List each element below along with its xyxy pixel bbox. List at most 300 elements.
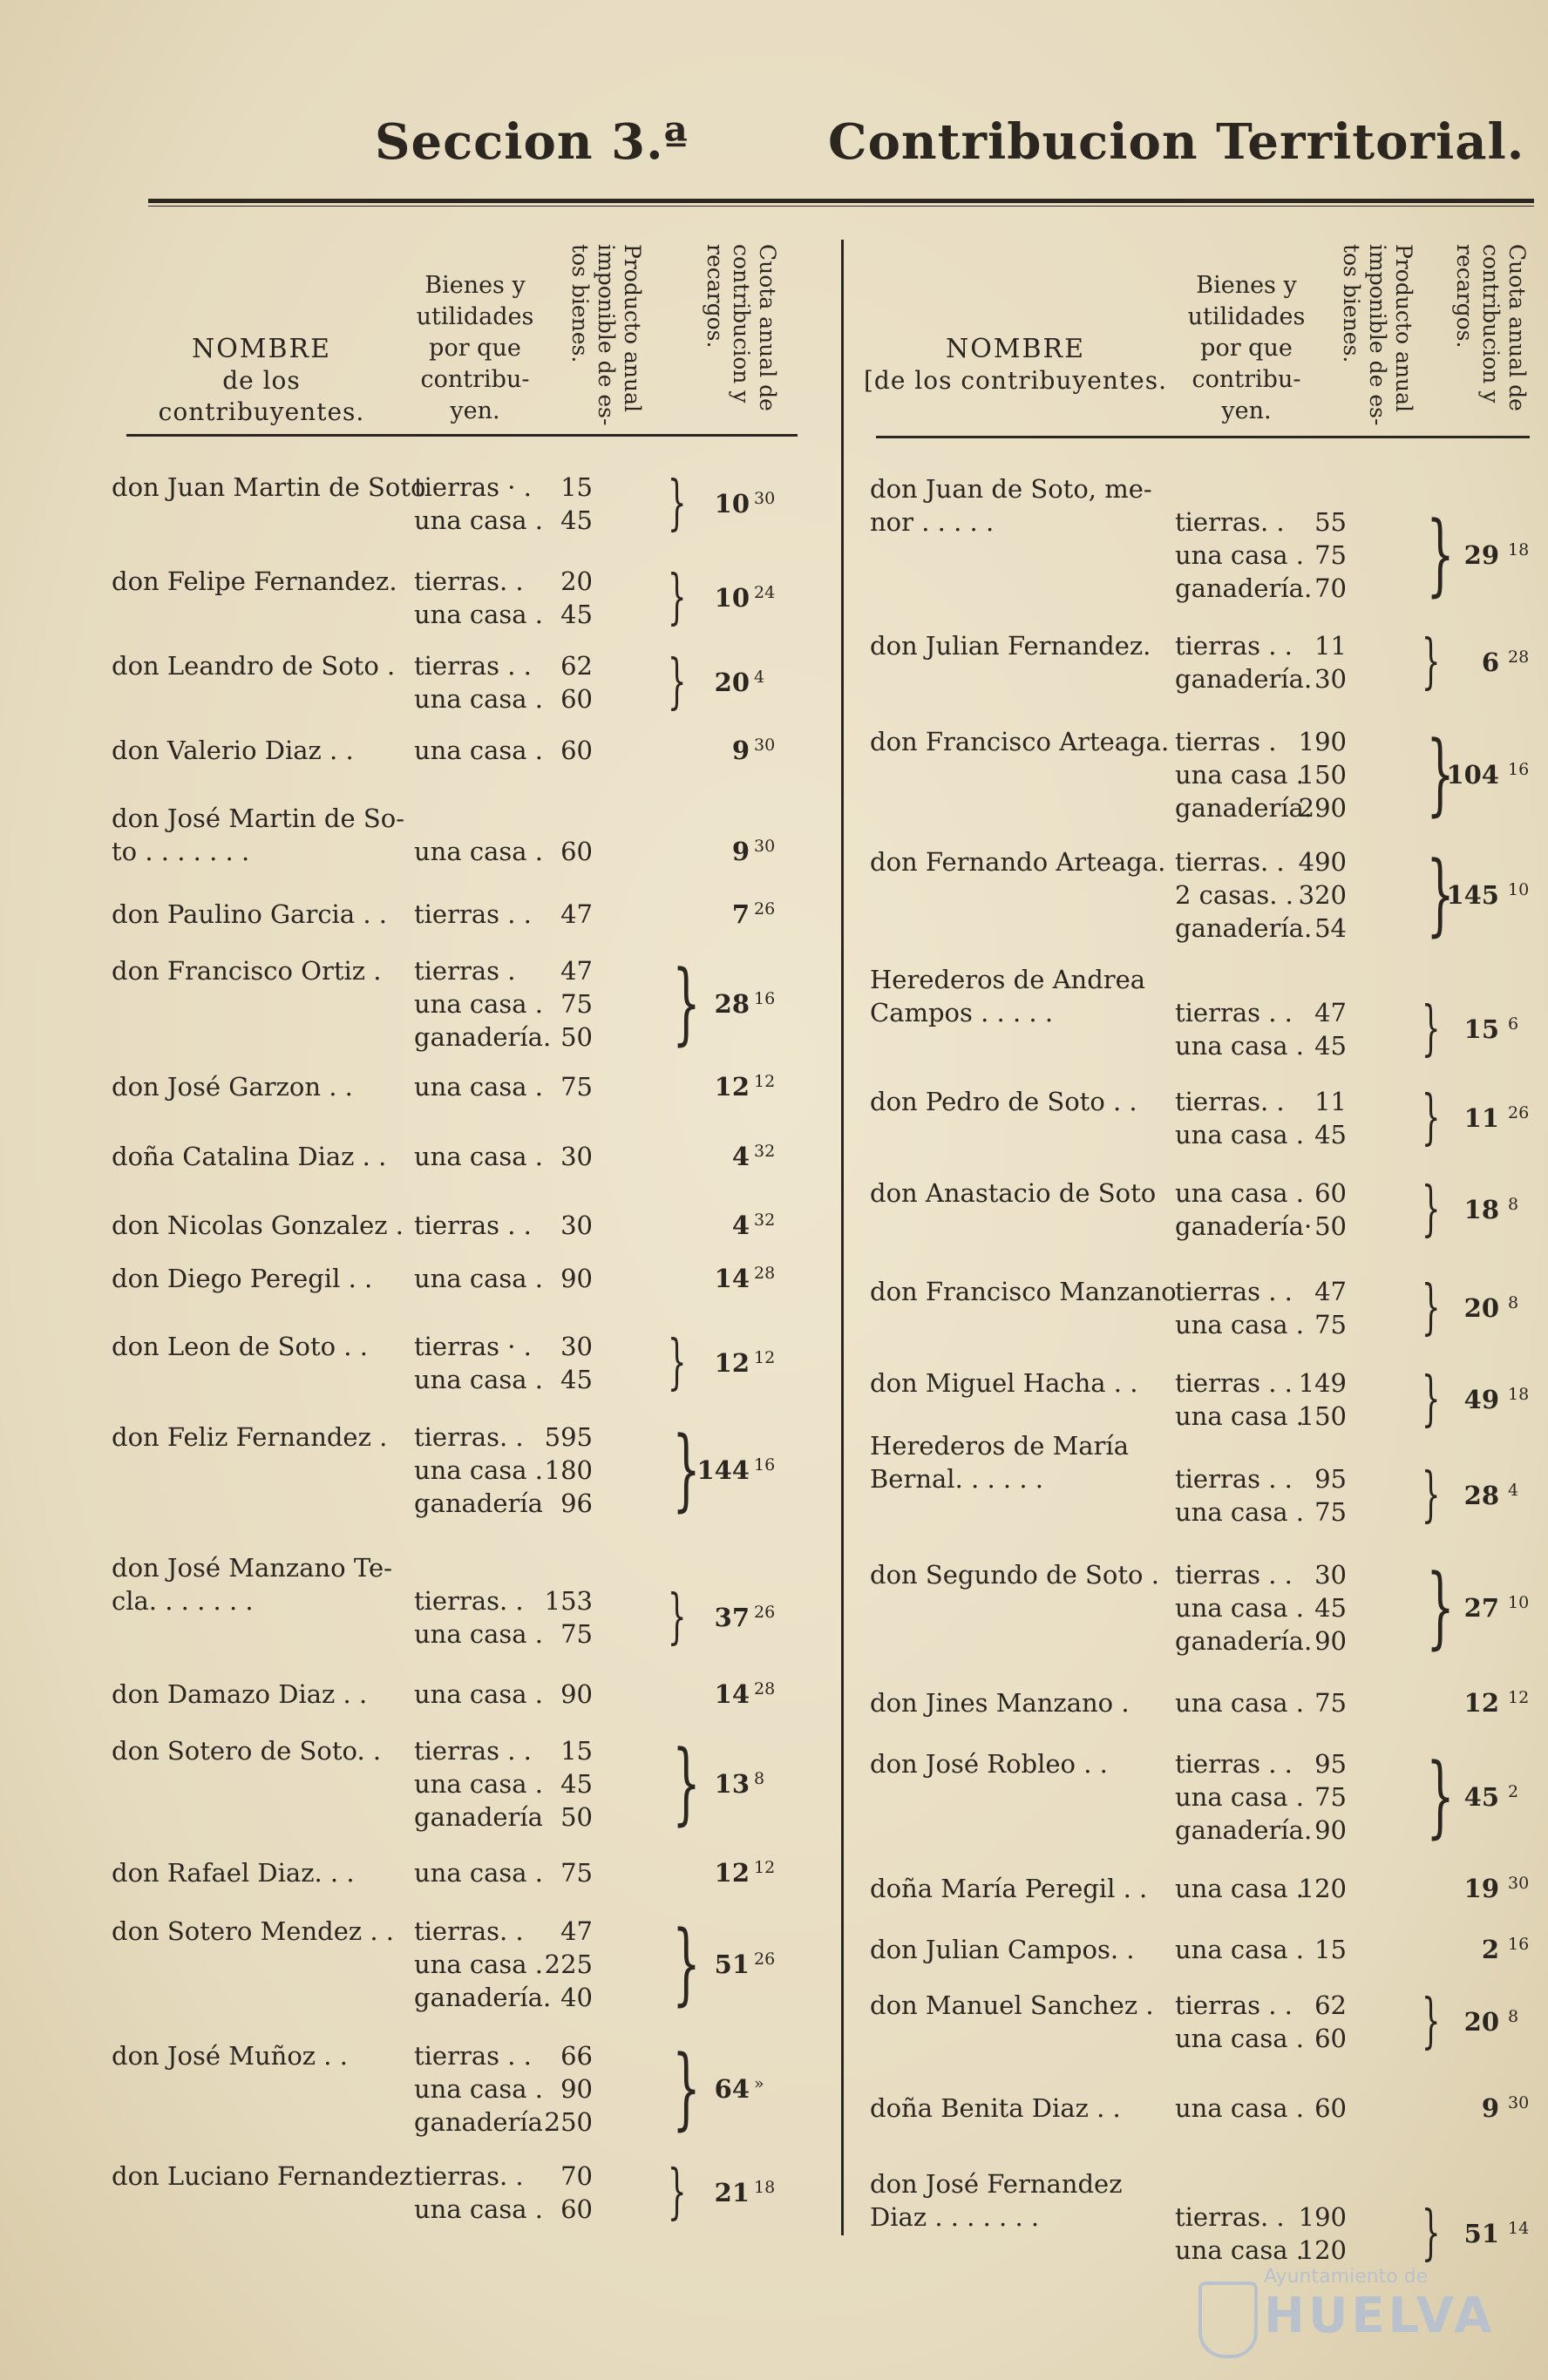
quota-cents: » — [754, 2074, 764, 2093]
asset-value: 225 — [544, 1949, 593, 1979]
brace-icon: } — [667, 563, 687, 632]
asset-value: 490 — [1298, 847, 1347, 877]
header-bienes-line: por que — [429, 335, 521, 362]
asset-label: una casa . — [1175, 1120, 1305, 1149]
asset-value: 30 — [560, 1210, 593, 1240]
asset-value: 20 — [560, 566, 593, 596]
quota-cents: 12 — [754, 1348, 776, 1367]
asset-label: tierras · . — [414, 472, 532, 502]
quota-value: 15 — [1463, 1014, 1499, 1044]
quota-cents: 30 — [754, 736, 776, 755]
quota-cents: 8 — [1508, 1293, 1519, 1312]
asset-label: tierras . . — [414, 1736, 532, 1766]
asset-value: 50 — [560, 1802, 593, 1832]
asset-value: 55 — [1314, 507, 1347, 537]
asset-label: tierras . . — [1175, 998, 1293, 1027]
asset-label: ganadería. — [1175, 573, 1313, 603]
quota-cents: 30 — [754, 489, 776, 508]
header-bienes-line: yen. — [450, 397, 500, 424]
asset-value: 70 — [560, 2161, 593, 2191]
brace-icon: } — [1426, 503, 1455, 607]
taxpayer-name: Herederos de María — [870, 1431, 1129, 1461]
quota-value: 10 — [714, 489, 750, 519]
asset-value: 66 — [560, 2041, 593, 2071]
taxpayer-name: don José Fernandez — [870, 2169, 1123, 2199]
quota-cents: 10 — [1508, 880, 1530, 899]
quota-value: 37 — [714, 1603, 750, 1632]
brace-icon: } — [1421, 627, 1441, 696]
quota-value: 145 — [1446, 880, 1499, 910]
asset-value: 90 — [1314, 1626, 1347, 1656]
asset-label: una casa . — [1175, 1497, 1305, 1527]
asset-label: una casa . — [1175, 2024, 1305, 2053]
header-cuota-left: Cuota anual de contribucion y recargos. — [703, 244, 780, 411]
quota-cents: 32 — [754, 1210, 776, 1230]
asset-value: 30 — [560, 1332, 593, 1361]
asset-label: una casa . — [1175, 2093, 1305, 2123]
asset-value: 149 — [1298, 1368, 1347, 1398]
asset-label: tierras. . — [414, 1916, 524, 1946]
taxpayer-name: don Manuel Sanchez . — [870, 1990, 1154, 2020]
asset-label: tierras . . — [414, 2041, 532, 2071]
asset-value: 45 — [560, 1365, 593, 1394]
asset-value: 75 — [1314, 540, 1347, 570]
asset-label: tierras . . — [1175, 1990, 1293, 2020]
quota-cents: 28 — [754, 1264, 776, 1283]
asset-label: una casa . — [1175, 1688, 1305, 1718]
watermark-top: Ayuntamiento de — [1264, 2266, 1429, 2288]
asset-label: una casa . — [414, 1455, 544, 1485]
asset-value: 47 — [560, 899, 593, 929]
asset-value: 60 — [560, 736, 593, 765]
asset-label: ganadería. — [1175, 664, 1313, 694]
asset-value: 30 — [560, 1142, 593, 1171]
header-cuota-right: Cuota anual de contribucion y recargos. — [1452, 244, 1530, 411]
taxpayer-name: don José Garzon . . — [112, 1072, 353, 1102]
asset-label: ganadería. — [1175, 1815, 1313, 1845]
quota-value: 10 — [714, 583, 750, 613]
header-rule-right — [876, 436, 1530, 438]
quota-value: 9 — [731, 736, 750, 765]
header-producto-left: Producto anual imponible de es- tos bienes. — [567, 244, 645, 426]
asset-label: ganadería. — [1175, 1626, 1313, 1656]
asset-value: 90 — [1314, 1815, 1347, 1845]
taxpayer-name: don Jines Manzano . — [870, 1688, 1130, 1718]
quota-cents: 2 — [1508, 1782, 1519, 1801]
quota-cents: 16 — [754, 1455, 776, 1475]
top-rule — [148, 199, 1534, 203]
asset-label: una casa . — [414, 837, 544, 866]
asset-label: tierras. . — [414, 1422, 524, 1452]
asset-label: tierras. . — [1175, 1087, 1285, 1116]
asset-value: 180 — [544, 1455, 593, 1485]
asset-value: 60 — [560, 2194, 593, 2224]
header-bienes-line: yen. — [1221, 397, 1272, 424]
taxpayer-name: don Anastacio de Soto — [870, 1178, 1157, 1208]
quota-cents: 10 — [1508, 1593, 1530, 1612]
taxpayer-name: don Diego Peregil . . — [112, 1264, 373, 1293]
header-bienes-line: contribu- — [1192, 366, 1301, 393]
quota-cents: 12 — [1508, 1688, 1530, 1707]
quota-value: 21 — [714, 2178, 750, 2207]
asset-value: 190 — [1298, 2202, 1347, 2232]
brace-icon: } — [1421, 1365, 1441, 1434]
quota-cents: 30 — [1508, 1874, 1530, 1893]
asset-label: tierras. . — [1175, 847, 1285, 877]
quota-value: 29 — [1463, 540, 1499, 570]
header-name-left — [118, 334, 405, 428]
brace-icon: } — [1421, 1175, 1441, 1244]
quota-cents: 18 — [754, 2178, 776, 2197]
asset-value: 75 — [560, 1619, 593, 1649]
asset-label: una casa . — [1175, 1401, 1305, 1431]
asset-label: tierras . — [414, 956, 516, 986]
asset-value: 47 — [560, 956, 593, 986]
asset-label: tierras · . — [414, 1332, 532, 1361]
asset-label: tierras . . — [414, 1210, 532, 1240]
quota-cents: 16 — [1508, 1935, 1530, 1954]
asset-label: tierras. . — [1175, 2202, 1285, 2232]
taxpayer-name: don Francisco Arteaga. — [870, 727, 1170, 756]
quota-value: 4 — [731, 1142, 750, 1171]
asset-value: 47 — [1314, 1277, 1347, 1306]
asset-value: 150 — [1298, 1401, 1347, 1431]
asset-value: 75 — [1314, 1782, 1347, 1812]
taxpayer-name: don Francisco Manzano — [870, 1277, 1177, 1306]
quota-value: 49 — [1463, 1385, 1499, 1414]
asset-value: 15 — [560, 1736, 593, 1766]
taxpayer-name: don Pedro de Soto . . — [870, 1087, 1137, 1116]
header-bienes-line: Bienes y — [424, 272, 526, 299]
quota-value: 7 — [731, 899, 750, 929]
taxpayer-name: don Sotero de Soto. . — [112, 1736, 382, 1766]
asset-label: una casa . — [414, 1949, 544, 1979]
asset-label: una casa . — [414, 684, 544, 714]
asset-label: una casa . — [414, 989, 544, 1019]
header-producto-right: Producto anual imponible de es- tos bienes. — [1339, 244, 1416, 426]
brace-icon: } — [667, 2158, 687, 2227]
quota-cents: 16 — [754, 989, 776, 1008]
asset-label: una casa . — [1175, 540, 1305, 570]
brace-icon: } — [672, 1912, 701, 2016]
asset-label: ganadería. — [414, 1983, 552, 2012]
asset-label: una casa . — [1175, 1593, 1305, 1623]
header-bienes-right — [1181, 270, 1312, 427]
quota-value: 12 — [714, 1348, 750, 1378]
taxpayer-name: don Leandro de Soto . — [112, 651, 396, 681]
asset-label: una casa . — [414, 1858, 544, 1888]
asset-label: tierras . . — [1175, 631, 1293, 661]
header-bienes-line: contribu- — [420, 366, 530, 393]
header-bienes-left — [410, 270, 540, 427]
asset-label: una casa . — [1175, 1874, 1305, 1903]
taxpayer-name: don Leon de Soto . . — [112, 1332, 368, 1361]
quota-cents: 8 — [1508, 2007, 1519, 2026]
asset-value: 153 — [544, 1586, 593, 1616]
asset-label: tierras . . — [1175, 1277, 1293, 1306]
quota-cents: 30 — [754, 837, 776, 856]
taxpayer-name: Diaz . . . . . . . — [870, 2202, 1040, 2232]
asset-label: tierras . . — [414, 899, 532, 929]
brace-icon: } — [667, 1328, 687, 1397]
asset-value: 75 — [1314, 1497, 1347, 1527]
quota-cents: 28 — [1508, 648, 1530, 667]
brace-icon: } — [1426, 1745, 1455, 1848]
asset-value: 15 — [560, 472, 593, 502]
asset-label: una casa . — [414, 1365, 544, 1394]
quota-cents: 8 — [754, 1769, 765, 1788]
asset-label: una casa . — [414, 1619, 544, 1649]
quota-value: 9 — [1481, 2093, 1499, 2123]
quota-value: 20 — [1463, 1293, 1499, 1323]
asset-value: 60 — [1314, 2093, 1347, 2123]
asset-label: 2 casas. . — [1175, 880, 1293, 910]
asset-label: una casa . — [1175, 1031, 1305, 1061]
taxpayer-name: doña Benita Diaz . . — [870, 2093, 1121, 2123]
taxpayer-name: don Sotero Mendez . . — [112, 1916, 395, 1946]
taxpayer-name: don Nicolas Gonzalez . — [112, 1210, 404, 1240]
quota-value: 27 — [1463, 1593, 1499, 1623]
quota-value: 11 — [1463, 1103, 1499, 1133]
asset-value: 54 — [1314, 913, 1347, 943]
asset-value: 40 — [560, 1983, 593, 2012]
quota-cents: 8 — [1508, 1195, 1519, 1214]
asset-label: una casa . — [414, 1264, 544, 1293]
asset-value: 90 — [560, 1264, 593, 1293]
taxpayer-name: don José Muñoz . . — [112, 2041, 348, 2071]
asset-label: tierras. . — [414, 1586, 524, 1616]
asset-label: una casa . — [414, 736, 544, 765]
taxpayer-name: Campos . . . . . — [870, 998, 1054, 1027]
asset-label: ganadería. — [1175, 793, 1313, 823]
taxpayer-name: don José Robleo . . — [870, 1749, 1108, 1779]
asset-value: 95 — [1314, 1749, 1347, 1779]
asset-value: 62 — [560, 651, 593, 681]
asset-value: 30 — [1314, 664, 1347, 694]
quota-cents: 4 — [1508, 1481, 1519, 1500]
asset-label: ganadería· — [1175, 1211, 1313, 1241]
asset-value: 90 — [560, 1679, 593, 1709]
header-bienes-line: por que — [1200, 335, 1293, 362]
taxpayer-name: don Luciano Fernandez — [112, 2161, 413, 2191]
quota-cents: 12 — [754, 1858, 776, 1877]
asset-value: 96 — [560, 1488, 593, 1518]
quota-value: 144 — [696, 1455, 750, 1485]
taxpayer-name: nor . . . . . — [870, 507, 995, 537]
header-name-right — [863, 334, 1168, 397]
taxpayer-name: to . . . . . . . — [112, 837, 250, 866]
taxpayer-name: don Fernando Arteaga. — [870, 847, 1166, 877]
asset-label: una casa . — [414, 1142, 544, 1171]
asset-label: ganadería. — [1175, 913, 1313, 943]
brace-icon: } — [672, 1418, 701, 1522]
taxpayer-name: don Valerio Diaz . . — [112, 736, 354, 765]
asset-value: 47 — [560, 1916, 593, 1946]
taxpayer-name: don Feliz Fernandez . — [112, 1422, 388, 1452]
quota-cents: 26 — [754, 1949, 776, 1969]
asset-label: ganadería. — [414, 1022, 552, 1052]
asset-value: 45 — [560, 505, 593, 535]
quota-value: 2 — [1481, 1935, 1499, 1964]
asset-value: 11 — [1314, 1087, 1347, 1116]
asset-label: tierras . . — [1175, 1368, 1293, 1398]
quota-value: 51 — [714, 1949, 750, 1979]
quota-value: 28 — [714, 989, 750, 1019]
brace-icon: } — [1421, 994, 1441, 1063]
asset-value: 60 — [560, 684, 593, 714]
taxpayer-name: don José Martin de So- — [112, 804, 405, 833]
asset-label: tierras . . — [1175, 1560, 1293, 1590]
asset-value: 190 — [1298, 727, 1347, 756]
taxpayer-name: don Rafael Diaz. . . — [112, 1858, 355, 1888]
asset-value: 70 — [1314, 573, 1347, 603]
asset-label: ganadería — [414, 1802, 543, 1832]
brace-icon: } — [1426, 722, 1455, 826]
taxpayer-name: don Juan de Soto, me- — [870, 474, 1152, 504]
brace-icon: } — [1426, 1556, 1455, 1659]
column-divider — [841, 240, 844, 2235]
header-name-sub: [de los contribuyentes. — [863, 366, 1168, 395]
asset-label: tierras. . — [1175, 507, 1285, 537]
header-bienes-line: utilidades — [416, 303, 534, 330]
asset-value: 47 — [1314, 998, 1347, 1027]
quota-value: 6 — [1481, 648, 1499, 677]
asset-value: 250 — [544, 2107, 593, 2137]
asset-value: 60 — [560, 837, 593, 866]
asset-label: tierras . . — [1175, 1749, 1293, 1779]
asset-value: 15 — [1314, 1935, 1347, 1964]
taxpayer-name: don José Manzano Te- — [112, 1553, 392, 1583]
quota-value: 13 — [714, 1769, 750, 1799]
quota-cents: 18 — [1508, 1385, 1530, 1404]
asset-value: 50 — [560, 1022, 593, 1052]
taxpayer-name: doña Catalina Diaz . . — [112, 1142, 387, 1171]
brace-icon: } — [672, 1732, 701, 1835]
brace-icon: } — [1426, 843, 1455, 946]
header-bienes-line: Bienes y — [1196, 272, 1297, 299]
quota-cents: 6 — [1508, 1014, 1519, 1034]
quota-cents: 26 — [754, 899, 776, 919]
watermark-name: HUELVA — [1264, 2288, 1496, 2344]
quota-value: 12 — [714, 1072, 750, 1102]
section-heading: Seccion 3.ª — [375, 113, 689, 171]
brace-icon: } — [1421, 1273, 1441, 1342]
taxpayer-name: don Juan Martin de Soto — [112, 472, 426, 502]
asset-value: 75 — [560, 989, 593, 1019]
asset-label: una casa . — [1175, 760, 1305, 790]
brace-icon: } — [672, 952, 701, 1055]
taxpayer-name: don Francisco Ortiz . — [112, 956, 382, 986]
taxpayer-name: don Julian Fernandez. — [870, 631, 1151, 661]
asset-value: 45 — [1314, 1593, 1347, 1623]
asset-label: una casa . — [1175, 1935, 1305, 1964]
quota-cents: 16 — [1508, 760, 1530, 779]
header-bienes-line: utilidades — [1187, 303, 1306, 330]
taxpayer-name: don Felipe Fernandez. — [112, 566, 397, 596]
quota-value: 64 — [714, 2074, 750, 2104]
page-title: Contribucion Territorial. — [828, 113, 1525, 171]
quota-value: 12 — [714, 1858, 750, 1888]
quota-cents: 26 — [1508, 1103, 1530, 1122]
taxpayer-name: don Julian Campos. . — [870, 1935, 1135, 1964]
asset-label: tierras. . — [414, 2161, 524, 2191]
asset-label: una casa . — [414, 1769, 544, 1799]
brace-icon: } — [667, 648, 687, 716]
asset-label: una casa . — [414, 600, 544, 629]
quota-value: 104 — [1446, 760, 1499, 790]
brace-icon: } — [667, 469, 687, 538]
asset-value: 75 — [560, 1858, 593, 1888]
header-rule-left — [126, 434, 798, 437]
quota-cents: 28 — [754, 1679, 776, 1699]
asset-label: tierras . — [1175, 727, 1277, 756]
asset-label: una casa . — [414, 2194, 544, 2224]
top-rule-thin — [148, 206, 1534, 207]
quota-value: 28 — [1463, 1481, 1499, 1510]
brace-icon: } — [672, 2037, 701, 2140]
asset-label: tierras . . — [414, 651, 532, 681]
asset-value: 30 — [1314, 1560, 1347, 1590]
asset-value: 75 — [1314, 1688, 1347, 1718]
quota-value: 9 — [731, 837, 750, 866]
quota-value: 45 — [1463, 1782, 1499, 1812]
taxpayer-name: don Segundo de Soto . — [870, 1560, 1159, 1590]
quota-cents: 18 — [1508, 540, 1530, 559]
asset-label: ganadería. — [414, 2107, 552, 2137]
quota-cents: 4 — [754, 668, 765, 687]
quota-cents: 14 — [1508, 2219, 1530, 2238]
quota-cents: 24 — [754, 583, 776, 602]
taxpayer-name: doña María Peregil . . — [870, 1874, 1148, 1903]
header-name-title: NOMBRE — [945, 334, 1086, 364]
asset-value: 90 — [560, 2074, 593, 2104]
quota-value: 18 — [1463, 1195, 1499, 1224]
header-name-sub: de los contribuyentes. — [158, 366, 365, 426]
quota-cents: 32 — [754, 1142, 776, 1161]
asset-value: 120 — [1298, 2235, 1347, 2265]
asset-value: 290 — [1298, 793, 1347, 823]
asset-value: 150 — [1298, 760, 1347, 790]
quota-cents: 12 — [754, 1072, 776, 1091]
asset-label: ganadería — [414, 1488, 543, 1518]
quota-value: 20 — [1463, 2007, 1499, 2037]
asset-value: 60 — [1314, 1178, 1347, 1208]
asset-label: una casa . — [414, 1679, 544, 1709]
taxpayer-name: Bernal. . . . . . — [870, 1464, 1043, 1494]
quota-value: 51 — [1463, 2219, 1499, 2248]
asset-value: 45 — [1314, 1120, 1347, 1149]
quota-value: 19 — [1463, 1874, 1499, 1903]
taxpayer-name: don Damazo Diaz . . — [112, 1679, 368, 1709]
asset-value: 95 — [1314, 1464, 1347, 1494]
asset-value: 45 — [560, 1769, 593, 1799]
quota-value: 14 — [714, 1264, 750, 1293]
asset-value: 60 — [1314, 2024, 1347, 2053]
quota-cents: 30 — [1508, 2093, 1530, 2112]
asset-label: una casa . — [414, 2074, 544, 2104]
brace-icon: } — [1421, 1987, 1441, 2056]
asset-label: una casa . — [1175, 2235, 1305, 2265]
taxpayer-name: don Paulino Garcia . . — [112, 899, 387, 929]
brace-icon: } — [1421, 1461, 1441, 1529]
quota-value: 12 — [1463, 1688, 1499, 1718]
asset-value: 45 — [1314, 1031, 1347, 1061]
asset-value: 595 — [544, 1422, 593, 1452]
asset-label: una casa . — [1175, 1782, 1305, 1812]
asset-label: tierras . . — [1175, 1464, 1293, 1494]
brace-icon: } — [667, 1583, 687, 1651]
quota-cents: 26 — [754, 1603, 776, 1622]
